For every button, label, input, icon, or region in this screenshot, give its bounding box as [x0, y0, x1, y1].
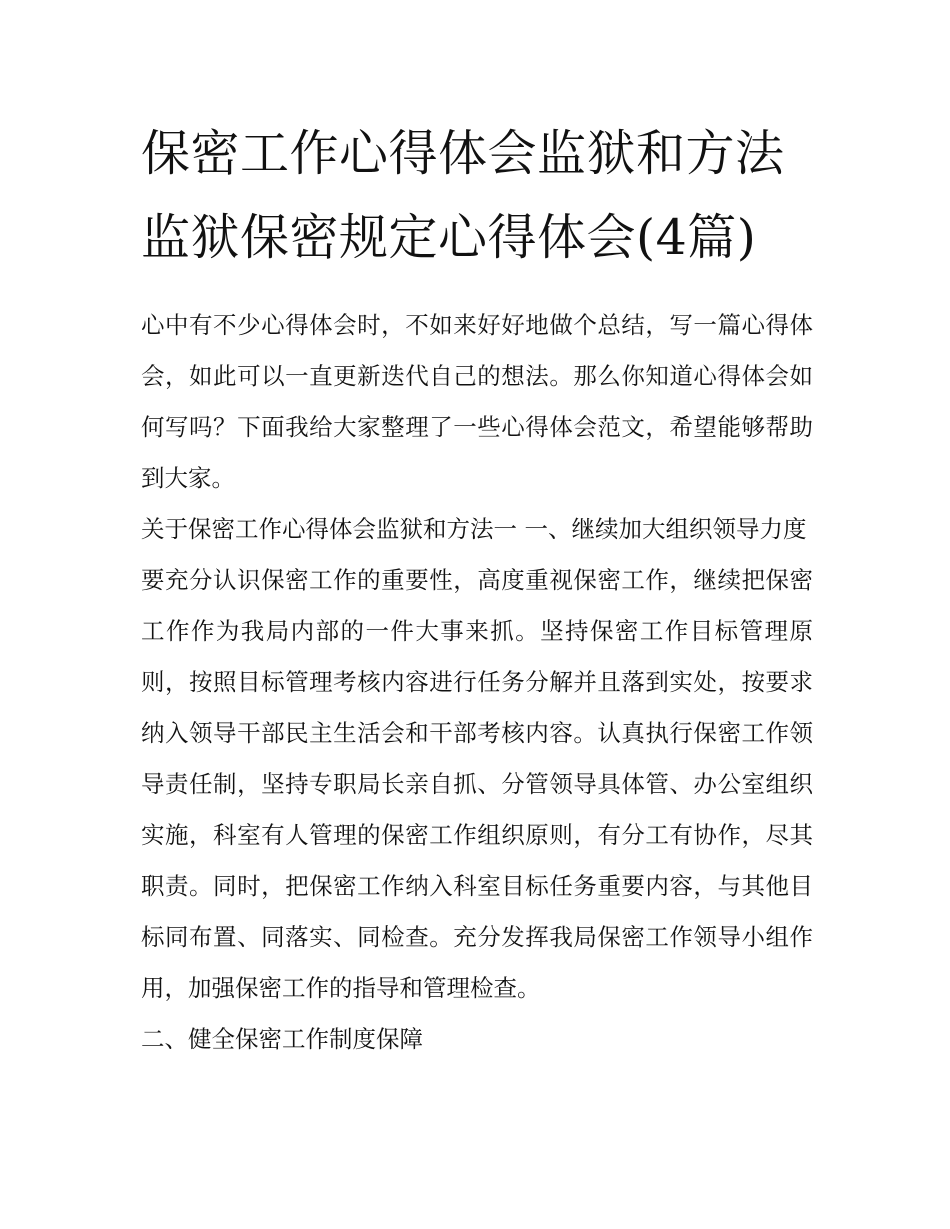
- document-title: 保密工作心得体会监狱和方法监狱保密规定心得体会(4篇): [141, 125, 785, 266]
- document-page: [141, 112, 813, 1065]
- intro-paragraph: 心中有不少心得体会时，不如来好好地做个总结，写一篇心得体会，如此可以一直更新迭代自己的想法。那么你知道心得体会如何写吗？下面我给大家整理了一些心得体会范文，希望能够帮助到大家。: [141, 311, 813, 492]
- body-paragraph: 要充分认识保密工作的重要性，高度重视保密工作，继续把保密工作作为我局内部的一件大事来抓。坚持保密工作目标管理原则，按照目标管理考核内容进行任务分解并且落到实处，按要求纳入领导干部民主生活会和干部考核内容。认真执行保密工作领导责任制，坚持专职局长亲自抓、分管领导具体管、办公室组织实施，科室有人管理的保密工作组织原则，有分工有协作，尽其职责。同时，把保密工作纳入科室目标任务重要内容，与其他目标同布置、同落实、同检查。充分发挥我局保密工作领导小组作用，加强保密工作的指导和管理检查。: [141, 566, 813, 1002]
- section-heading-2: 二、健全保密工作制度保障: [141, 1025, 423, 1053]
- section-heading-1: 关于保密工作心得体会监狱和方法一 一、继续加大组织领导力度: [141, 515, 807, 543]
